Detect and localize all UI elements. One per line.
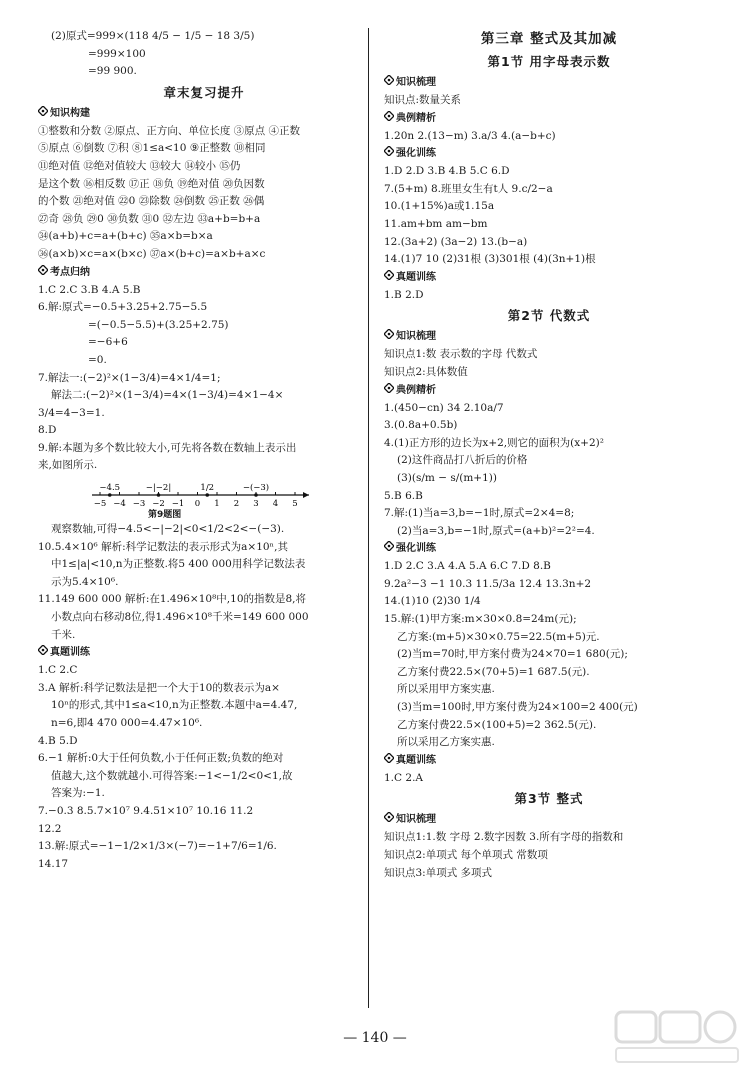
text-line: 7.(5+m) 8.班里女生有t人 9.c/2−a bbox=[384, 182, 553, 195]
s2-real bbox=[384, 770, 714, 788]
diamond-icon bbox=[384, 328, 394, 338]
diamond-icon bbox=[384, 145, 394, 155]
top-answer-block bbox=[38, 28, 370, 81]
points-list bbox=[38, 282, 370, 476]
tick-label: −4 bbox=[113, 499, 126, 510]
text-line: =−6+6 bbox=[88, 336, 128, 349]
text-line: 答案为:−1. bbox=[51, 787, 105, 800]
s2-typical bbox=[384, 400, 714, 541]
text-line: 10.5.4×10⁶ 解析:科学记数法的表示形式为a×10ⁿ,其 bbox=[38, 540, 288, 553]
text-line: 4.(1)正方形的边长为x+2,则它的面积为(x+2)² bbox=[384, 436, 604, 449]
text-line: 1.B 2.D bbox=[384, 288, 424, 301]
text-line: 乙方案:(m+5)×30×0.75=22.5(m+5)元. bbox=[397, 630, 600, 643]
text-line: 观察数轴,可得−4.5<−|−2|<0<1/2<2<−(−3). bbox=[51, 523, 285, 536]
text-line: 10ⁿ的形式,其中1≤a<10,n为正整数.本题中a=4.47, bbox=[51, 699, 298, 712]
text-line: 7.解法一:(−2)²×(1−3/4)=4×1/4=1; bbox=[38, 371, 221, 384]
text-line: 1.(450−cn) 34 2.10a/7 bbox=[384, 401, 504, 414]
text-line: 14.(1)7 10 (2)31根 (3)301根 (4)(3n+1)根 bbox=[384, 253, 596, 266]
tick-label: −5 bbox=[93, 499, 107, 510]
section-header: 典例精析 bbox=[384, 110, 714, 128]
point-label: 1/2 bbox=[200, 483, 215, 494]
text-line: 知识点1:数 表示数的字母 代数式 bbox=[384, 348, 538, 361]
s2-strong bbox=[384, 558, 714, 752]
knowledge-list bbox=[38, 123, 370, 264]
section-header: 知识构建 bbox=[38, 105, 370, 123]
text-line: (3)(s/m − s/(m+1)) bbox=[397, 471, 497, 484]
text-line: 1.D 2.D 3.B 4.B 5.C 6.D bbox=[384, 165, 510, 178]
diamond-icon bbox=[384, 811, 394, 821]
section-header: 真题训练 bbox=[384, 752, 714, 770]
text-line: 9.解:本题为多个数比较大小,可先将各数在数轴上表示出 bbox=[38, 441, 297, 454]
text-line: ㉗奇 ㉘负 ㉙0 ㉚负数 ㉛0 ㉜左边 ㉝a+b=b+a bbox=[38, 212, 261, 225]
tick-label: 5 bbox=[292, 499, 298, 510]
section-header: 真题训练 bbox=[38, 644, 370, 662]
arrow-icon bbox=[303, 492, 309, 498]
text-line: 6.−1 解析:0大于任何负数,小于任何正数;负数的绝对 bbox=[38, 752, 284, 765]
text-line: 11.149 600 000 解析:在1.496×10⁸中,10的指数是8,将 bbox=[38, 593, 307, 606]
text-line: ①整数和分数 ②原点、正方向、单位长度 ③原点 ④正数 bbox=[38, 124, 301, 137]
text-line: 11.am+bm am−bm bbox=[384, 217, 488, 230]
text-line: 9.2a²−3 −1 10.3 11.5/3a 12.4 13.3n+2 bbox=[384, 577, 592, 590]
text-line: 的个数 ㉑绝对值 ㉒0 ㉓除数 ㉔倒数 ㉕正数 ㉖偶 bbox=[38, 195, 265, 208]
text-line: 7.−0.3 8.5.7×10⁷ 9.4.51×10⁷ 10.16 11.2 bbox=[38, 804, 254, 817]
text-line: 8.D bbox=[38, 424, 57, 437]
point-marker bbox=[205, 493, 209, 497]
text-line: (2)这件商品打八折后的价格 bbox=[397, 454, 528, 467]
section-header: 知识梳理 bbox=[384, 328, 714, 346]
text-line: ㉞(a+b)+c=a+(b+c) ㉟a×b=b×a bbox=[38, 230, 213, 243]
text-line: 1.20n 2.(13−m) 3.a/3 4.(a−b+c) bbox=[384, 129, 556, 142]
text-line: 所以采用甲方案实惠. bbox=[397, 683, 495, 696]
text-line: 知识点:数量关系 bbox=[384, 94, 462, 106]
text-line: 乙方案付费22.5×(100+5)=2 362.5(元). bbox=[397, 718, 597, 731]
text-line: 知识点3:单项式 多项式 bbox=[384, 866, 493, 879]
text-line: ㊱(a×b)×c=a×(b×c) ㊲a×(b+c)=a×b+a×c bbox=[38, 247, 266, 260]
number-line-svg bbox=[88, 475, 318, 509]
text-line: 值越大,这个数就越小.可得答案:−1<−1/2<0<1,故 bbox=[51, 769, 293, 782]
diamond-icon bbox=[38, 105, 48, 115]
real-exam-list bbox=[38, 662, 370, 873]
text-line: =999×100 bbox=[88, 47, 146, 60]
section-1-title: 第1节 用字母表示数 bbox=[487, 54, 611, 69]
section-header: 真题训练 bbox=[384, 269, 714, 287]
review-title: 章末复习提升 bbox=[163, 84, 245, 100]
points-list-continued bbox=[38, 521, 370, 644]
text-line: 14.(1)10 (2)30 1/4 bbox=[384, 595, 481, 608]
tick-label: −2 bbox=[152, 499, 165, 510]
text-line: =(−0.5−5.5)+(3.25+2.75) bbox=[88, 318, 229, 331]
text-line: 是这个数 ⑯相反数 ⑰正 ⑱负 ⑲绝对值 ⑳负因数 bbox=[38, 177, 265, 190]
diamond-icon bbox=[38, 644, 48, 654]
point-marker bbox=[254, 493, 258, 497]
point-marker bbox=[157, 493, 161, 497]
diamond-icon bbox=[384, 74, 394, 84]
text-line: =0. bbox=[88, 353, 107, 366]
text-line: 12.2 bbox=[38, 822, 62, 835]
text-line: 13.解:原式=−1−1/2×1/3×(−7)=−1+7/6=1/6. bbox=[38, 840, 277, 853]
section-header: 知识梳理 bbox=[384, 811, 714, 829]
diamond-icon bbox=[384, 110, 394, 120]
s1-real bbox=[384, 287, 714, 305]
watermark-logo bbox=[612, 1008, 742, 1066]
s3-knowledge bbox=[384, 829, 714, 882]
section-header: 考点归纳 bbox=[38, 264, 370, 282]
s1-knowledge bbox=[384, 92, 714, 110]
diamond-icon bbox=[384, 752, 394, 762]
left-column bbox=[38, 28, 370, 873]
text-line: 3.(0.8a+0.5b) bbox=[384, 419, 458, 432]
text-line: 1.C 2.C bbox=[38, 664, 78, 677]
text-line: 知识点2:单项式 每个单项式 常数项 bbox=[384, 849, 548, 861]
section-3-title: 第3节 整式 bbox=[514, 791, 584, 807]
text-line: 15.解:(1)甲方案:m×30×0.8=24m(元); bbox=[384, 613, 577, 626]
text-line: 小数点向右移动8位,得1.496×10⁸千米=149 600 000 bbox=[51, 611, 309, 624]
text-line: 1.C 2.A bbox=[384, 771, 423, 784]
text-line: 10.(1+15%)a或1.15a bbox=[384, 200, 495, 213]
text-line: 知识点1:1.数 字母 2.数字因数 3.所有字母的指数和 bbox=[384, 831, 624, 844]
text-line: 示为5.4×10⁶. bbox=[51, 575, 119, 588]
diamond-icon bbox=[384, 540, 394, 550]
section-header: 典例精析 bbox=[384, 382, 714, 400]
text-line: 4.B 5.D bbox=[38, 734, 78, 747]
diamond-icon bbox=[38, 264, 48, 274]
s2-knowledge bbox=[384, 346, 714, 381]
text-line: 1.C 2.C 3.B 4.A 5.B bbox=[38, 283, 141, 296]
text-line: ⑤原点 ⑥倒数 ⑦积 ⑧1≤a<10 ⑨正整数 ⑩相同 bbox=[38, 142, 266, 155]
s1-strong bbox=[384, 163, 714, 269]
text-line: 7.解:(1)当a=3,b=−1时,原式=2×4=8; bbox=[384, 507, 575, 520]
text-line: n=6,即4 470 000=4.47×10⁶. bbox=[51, 717, 203, 729]
text-line: 知识点2:具体数值 bbox=[384, 365, 468, 378]
point-label: −(−3) bbox=[242, 483, 270, 494]
chapter-title: 第三章 整式及其加减 bbox=[480, 31, 618, 47]
section-header: 强化训练 bbox=[384, 145, 714, 163]
text-line: (3)当m=100时,甲方案付费为24×100=2 400(元) bbox=[397, 701, 638, 714]
tick-label: 4 bbox=[272, 499, 279, 510]
point-label: −4.5 bbox=[99, 483, 121, 494]
section-2-title: 第2节 代数式 bbox=[507, 308, 591, 324]
section-header: 知识梳理 bbox=[384, 74, 714, 92]
text-line: 3/4=4−3=1. bbox=[38, 406, 105, 419]
section-header: 强化训练 bbox=[384, 540, 714, 558]
right-column bbox=[384, 28, 714, 882]
tick-label: −3 bbox=[132, 499, 146, 510]
text-line: 中1≤|a|<10,n为正整数.将5 400 000用科学记数法表 bbox=[51, 558, 306, 571]
text-line: 解法二:(−2)²×(1−3/4)=4×(1−3/4)=4×1−4× bbox=[51, 389, 284, 402]
tick-label: 0 bbox=[194, 499, 201, 510]
tick-label: 1 bbox=[214, 499, 220, 510]
text-line: (2)原式=999×(118 4/5 − 1/5 − 18 3/5) bbox=[51, 30, 255, 42]
page-number: — 140 — bbox=[343, 1030, 407, 1046]
text-line: 5.B 6.B bbox=[384, 489, 423, 502]
text-line: 来,如图所示. bbox=[38, 459, 98, 472]
text-line: 所以采用乙方案实惠. bbox=[397, 736, 495, 749]
point-label: −|−2| bbox=[145, 483, 172, 494]
text-line: 12.(3a+2) (3a−2) 13.(b−a) bbox=[384, 235, 528, 248]
point-marker bbox=[108, 493, 112, 497]
figure-caption: 第9题图 bbox=[148, 510, 182, 521]
s1-typical bbox=[384, 128, 714, 146]
diamond-icon bbox=[384, 269, 394, 279]
number-line-figure bbox=[88, 475, 370, 509]
text-line: 6.解:原式=−0.5+3.25+2.75−5.5 bbox=[38, 301, 208, 314]
text-line: (2)当m=70时,甲方案付费为24×70=1 680(元); bbox=[397, 648, 628, 661]
tick-label: 2 bbox=[233, 499, 240, 510]
text-line: 1.D 2.C 3.A 4.A 5.A 6.C 7.D 8.B bbox=[384, 560, 551, 573]
text-line: 乙方案付费22.5×(70+5)=1 687.5(元). bbox=[397, 665, 590, 678]
text-line: (2)当a=3,b=−1时,原式=(a+b)²=2²=4. bbox=[397, 524, 595, 537]
tick-label: 3 bbox=[253, 499, 259, 510]
text-line: 3.A 解析:科学记数法是把一个大于10的数表示为a× bbox=[38, 681, 280, 694]
tick-label: −1 bbox=[171, 499, 185, 510]
text-line: ⑪绝对值 ⑫绝对值较大 ⑬较大 ⑭较小 ⑮仍 bbox=[38, 159, 241, 172]
text-line: 千米. bbox=[51, 628, 76, 641]
text-line: =99 900. bbox=[88, 65, 137, 78]
diamond-icon bbox=[384, 382, 394, 392]
text-line: 14.17 bbox=[38, 857, 69, 870]
